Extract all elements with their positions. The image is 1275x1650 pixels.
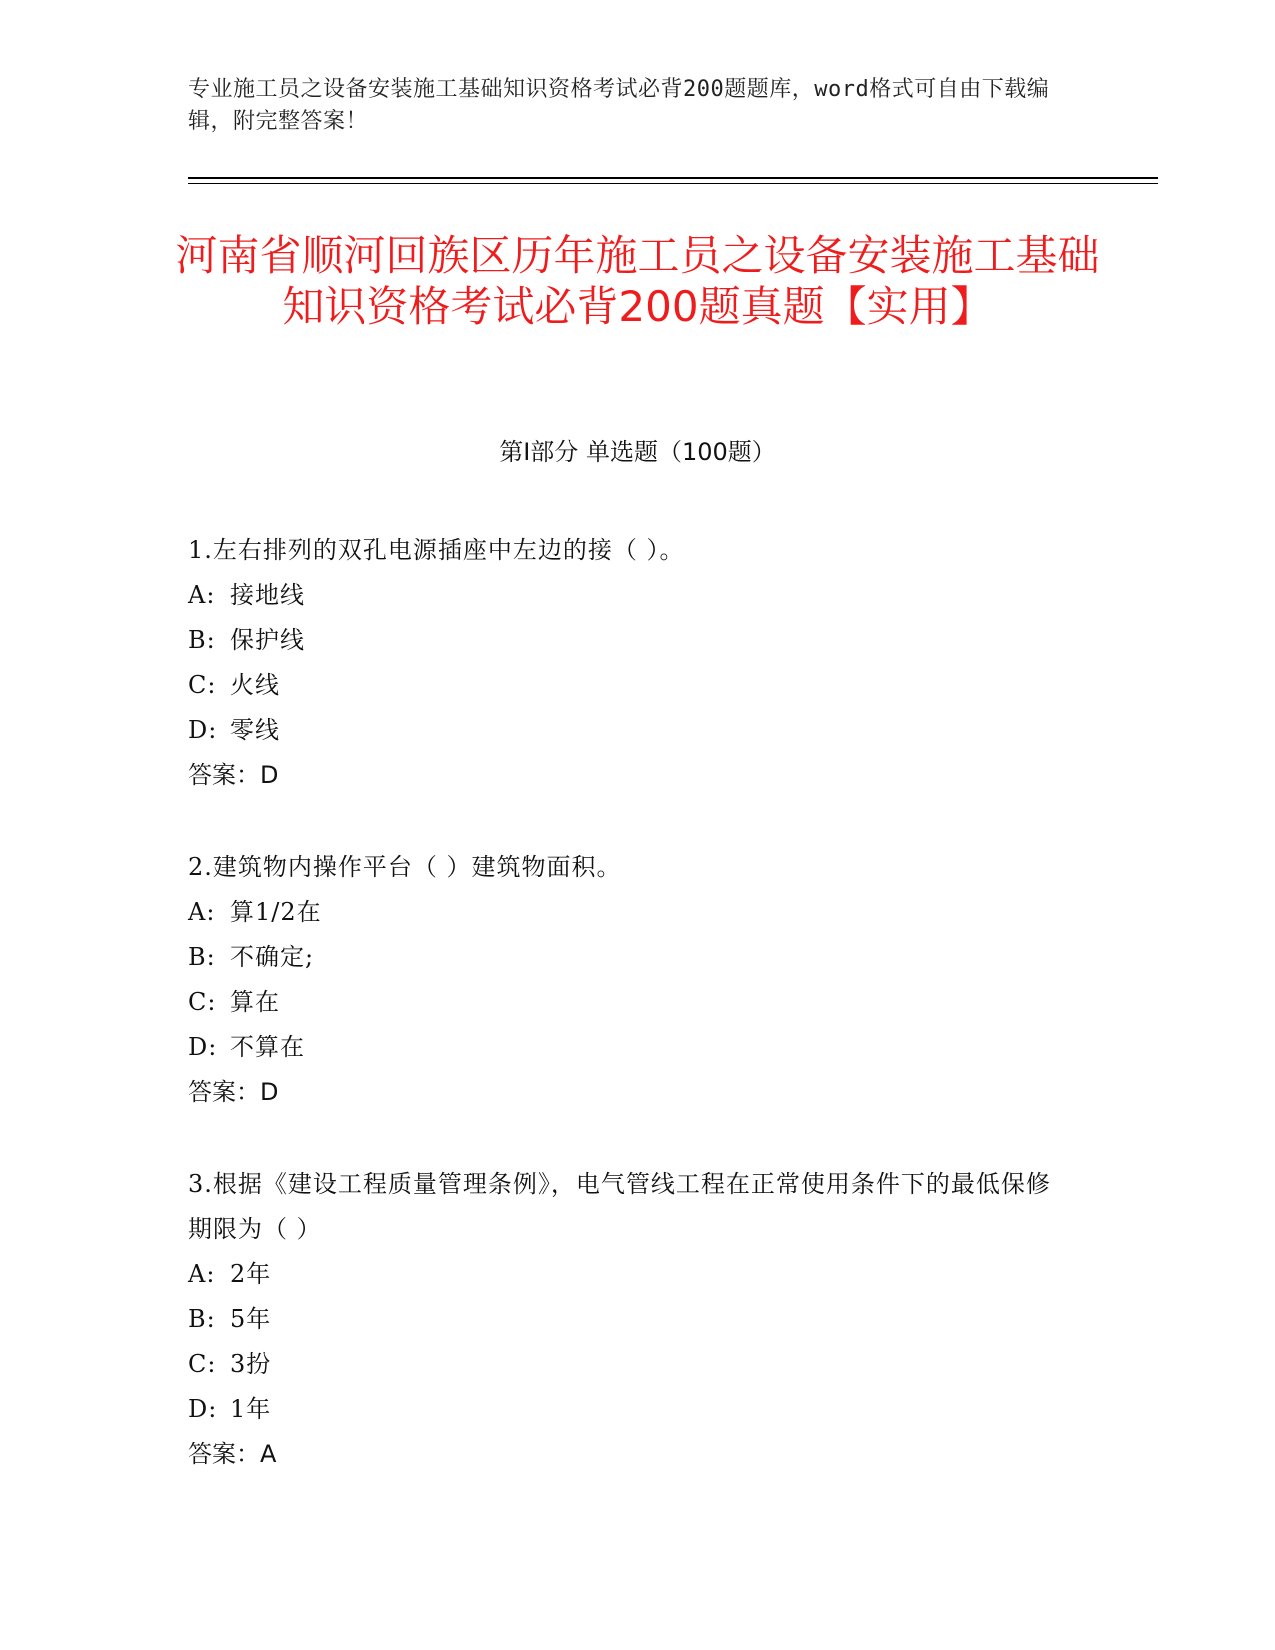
header-note: 专业施工员之设备安装施工基础知识资格考试必背200题题库，word格式可自由下载编辑，附完整答案！ bbox=[188, 77, 1050, 134]
option-key: A: bbox=[188, 1260, 216, 1288]
option-key: C: bbox=[188, 988, 217, 1016]
option-c bbox=[188, 663, 1068, 708]
option-key: A: bbox=[188, 581, 216, 609]
document-title: 河南省顺河回族区历年施工员之设备安装施工基础知识资格考试必背200题真题【实用】 bbox=[175, 231, 1100, 331]
option-b bbox=[188, 935, 1068, 980]
question-list bbox=[188, 528, 1068, 1524]
option-key: D: bbox=[188, 716, 218, 744]
option-key: C: bbox=[188, 1350, 217, 1378]
answer: 答案：A bbox=[188, 1440, 277, 1468]
option-a bbox=[188, 573, 1068, 618]
option-key: B: bbox=[188, 1305, 216, 1333]
section-title: 第I部分 单选题（100题） bbox=[499, 438, 776, 466]
option-a bbox=[188, 1252, 1068, 1297]
option-text: 3扮 bbox=[230, 1350, 272, 1378]
option-d bbox=[188, 708, 1068, 753]
option-c bbox=[188, 980, 1068, 1025]
option-b bbox=[188, 1297, 1068, 1342]
option-text: 火线 bbox=[230, 671, 280, 699]
option-c bbox=[188, 1342, 1068, 1387]
option-text: 保护线 bbox=[230, 626, 305, 654]
option-text: 1年 bbox=[230, 1395, 272, 1423]
option-text: 不算在 bbox=[230, 1033, 305, 1061]
option-text: 接地线 bbox=[230, 581, 305, 609]
option-key: B: bbox=[188, 943, 216, 971]
option-key: C: bbox=[188, 671, 217, 699]
option-a bbox=[188, 890, 1068, 935]
option-text: 不确定; bbox=[230, 943, 315, 971]
answer: 答案：D bbox=[188, 761, 279, 789]
header-divider-thick bbox=[188, 177, 1158, 179]
question-stem: 2.建筑物内操作平台（ ）建筑物面积。 bbox=[188, 853, 622, 881]
option-d bbox=[188, 1387, 1068, 1432]
option-d bbox=[188, 1025, 1068, 1070]
answer: 答案：D bbox=[188, 1078, 279, 1106]
option-text: 算1/2在 bbox=[230, 898, 322, 926]
option-key: D: bbox=[188, 1395, 218, 1423]
question-3 bbox=[188, 1162, 1068, 1477]
question-1 bbox=[188, 528, 1068, 798]
option-text: 算在 bbox=[230, 988, 280, 1016]
option-key: A: bbox=[188, 898, 216, 926]
option-text: 2年 bbox=[230, 1260, 272, 1288]
option-key: B: bbox=[188, 626, 216, 654]
option-text: 零线 bbox=[230, 716, 280, 744]
question-stem: 3.根据《建设工程质量管理条例》，电气管线工程在正常使用条件下的最低保修期限为（ ） bbox=[188, 1170, 1051, 1243]
header-divider-thin bbox=[188, 183, 1158, 184]
question-stem: 1.左右排列的双孔电源插座中左边的接（ ）。 bbox=[188, 536, 685, 564]
question-2 bbox=[188, 845, 1068, 1115]
option-text: 5年 bbox=[230, 1305, 272, 1333]
option-key: D: bbox=[188, 1033, 218, 1061]
option-b bbox=[188, 618, 1068, 663]
